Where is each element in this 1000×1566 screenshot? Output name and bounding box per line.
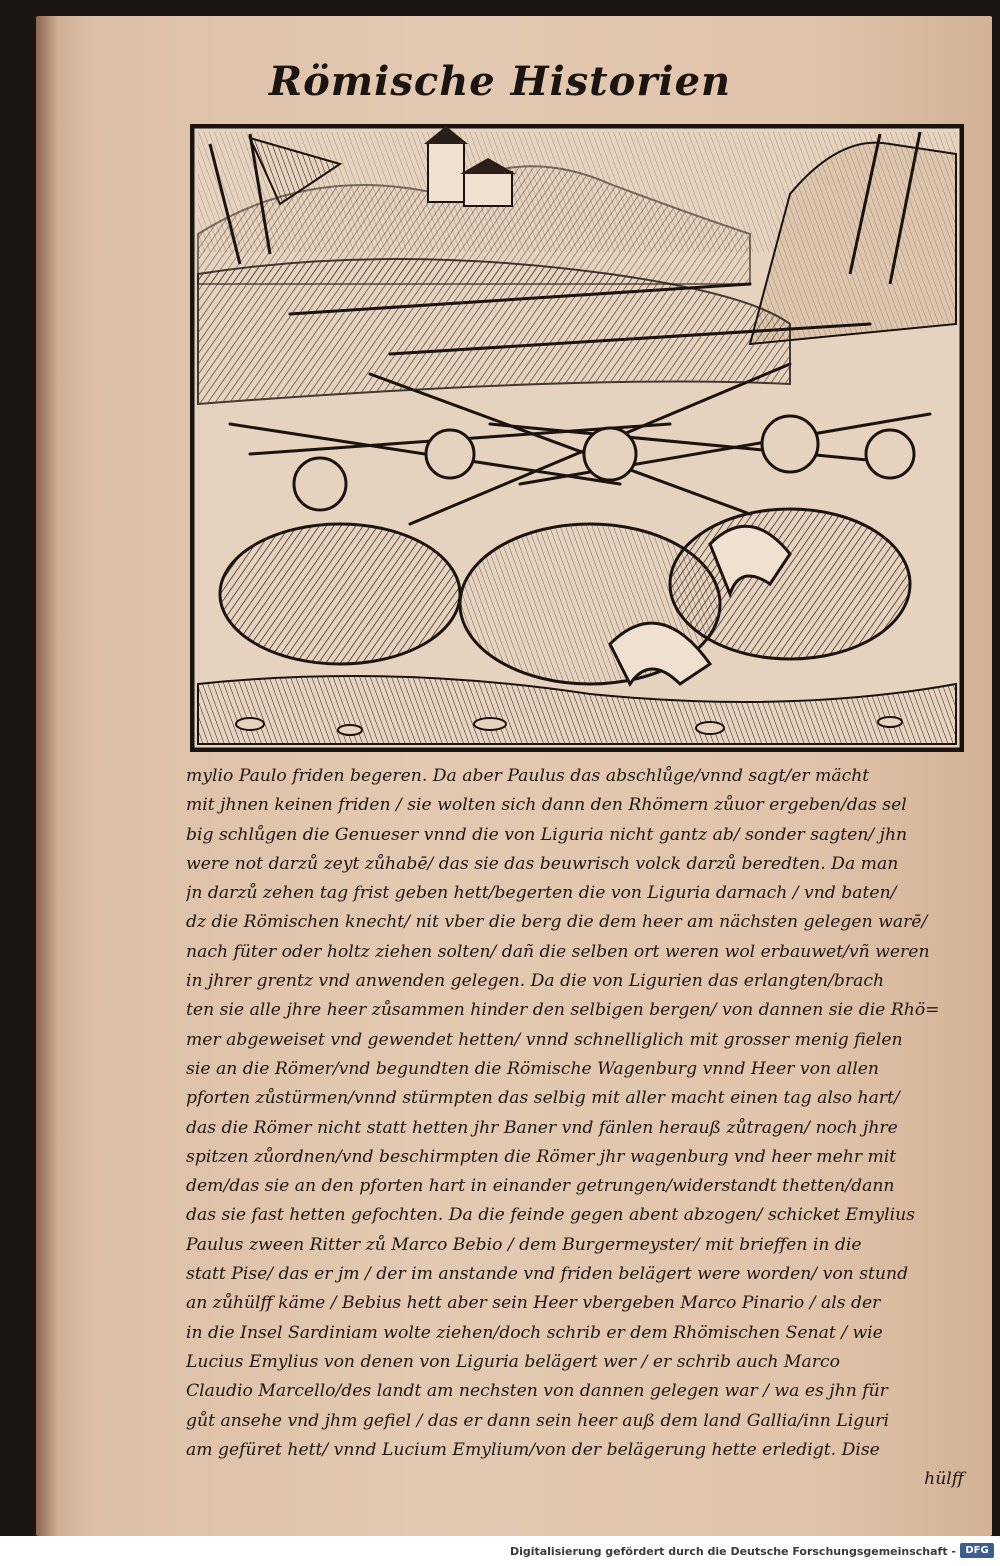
text-line: Paulus zween Ritter zů Marco Bebio / dem Burgermeyster/ mit brieffen in die (186, 1234, 862, 1255)
text-line: mer abgeweiset vnd gewendet hetten/ vnnd schnelliglich mit grosser menig fielen (186, 1029, 903, 1050)
text-line: mit jhnen keinen friden / sie wolten sich dann den Rhömern zůuor ergeben/das sel (186, 795, 907, 816)
text-line: pforten zůstürmen/vnnd stürmpten das selbig mit aller macht einen tag also hart/ (186, 1088, 900, 1109)
funding-credit: Digitalisierung gefördert durch die Deutsche Forschungsgemeinschaft - (509, 1545, 956, 1558)
text-line: dem/das sie an den pforten hart in einander getrungen/widerstandt thetten/dann (186, 1176, 895, 1197)
text-line: in jhrer grentz vnd anwenden gelegen. Da die von Ligurien das erlangten/brach (186, 971, 885, 992)
text-line: big schlůgen die Genueser vnnd die von Liguria nicht gantz ab/ sonder sagten/ jhn (186, 824, 908, 845)
text-line: an zůhülff käme / Bebius hett aber sein Heer vbergeben Marco Pinario / als der (186, 1293, 881, 1314)
text-line: statt Pise/ das er jm / der im anstande vnd friden belägert were worden/ von stund (186, 1264, 909, 1285)
text-line: gůt ansehe vnd jhm gefiel / das er dann sein heer auß dem land Gallia/inn Liguri (186, 1410, 890, 1431)
text-line: nach füter oder holtz ziehen solten/ dañ die selben ort weren wol erbauwet/vñ weren (186, 941, 930, 962)
text-line: were not darzů zeyt zůhabē/ das sie das beuwrisch volck darzů beredten. Da man (186, 853, 899, 874)
running-title: Römische Historien (268, 58, 732, 105)
text-line: mylio Paulo friden begeren. Da aber Paulus das abschlůge/vnnd sagt/er mächt (186, 766, 870, 786)
text-line: dz die Römischen knecht/ nit vber die berg die dem heer am nächsten gelegen warē/ (186, 912, 928, 933)
text-line: ten sie alle jhre heer zůsammen hinder den selbigen bergen/ von dannen sie die Rhö= (186, 1000, 940, 1021)
text-line: spitzen zůordnen/vnd beschirmpten die Römer jhr wagenburg vnd heer mehr mit (186, 1146, 897, 1167)
text-line: in die Insel Sardiniam wolte ziehen/doch schrib er dem Rhömischen Senat / wie (186, 1322, 883, 1343)
text-line: Claudio Marcello/des landt am nechsten von dannen gelegen war / wa es jhn für (186, 1381, 888, 1402)
text-line: Lucius Emylius von denen von Liguria belägert wer / er schrib auch Marco (186, 1351, 840, 1372)
text-line: sie an die Römer/vnd begundten die Römische Wagenburg vnnd Heer von allen (186, 1058, 879, 1079)
text-line: das die Römer nicht statt hetten jhr Baner vnd fänlen herauß zůtragen/ noch jhre (186, 1117, 898, 1138)
text-line: am gefüret hett/ vnnd Lucium Emylium/von der belägerung hette erledigt. Dise (186, 1439, 880, 1460)
text-line: jn darzů zehen tag frist geben hett/begerten die von Liguria darnach / vnd baten/ (186, 883, 897, 904)
woodcut-illustration (190, 124, 964, 752)
gutter-shadow (36, 16, 58, 1536)
dfg-logo-icon: DFG (960, 1543, 994, 1558)
body-text (186, 762, 976, 1494)
text-line: das sie fast hetten gefochten. Da die feinde gegen abent abzogen/ schicket Emylius (186, 1205, 915, 1226)
battle-scene-image (190, 124, 964, 752)
catchword: hülff (924, 1469, 964, 1490)
